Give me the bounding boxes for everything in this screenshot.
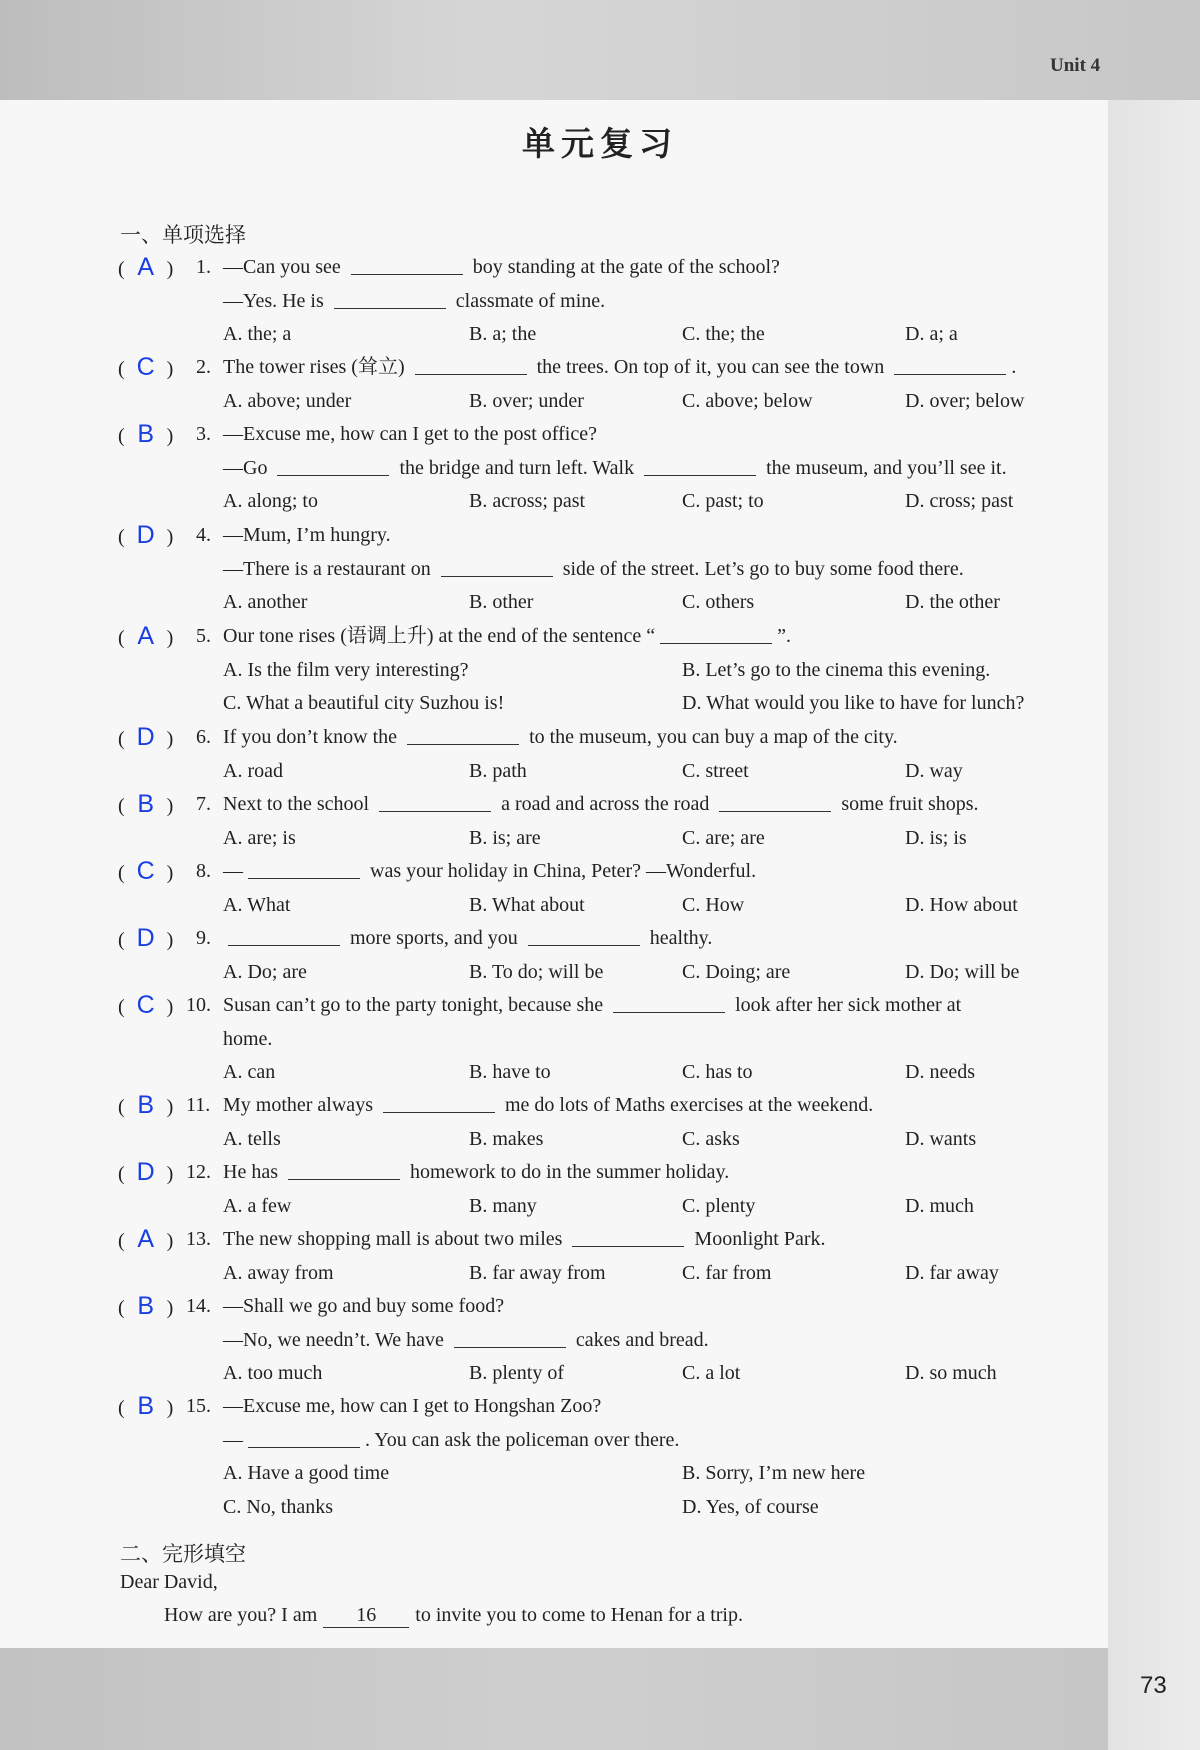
handwritten-answer: B xyxy=(137,420,155,448)
answer-blank xyxy=(454,1327,566,1348)
stem-text: —Excuse me, how can I get to the post office? xyxy=(223,423,597,445)
option-b: B. To do; will be xyxy=(469,960,604,983)
option-c: C. How xyxy=(682,893,745,916)
stem-text: classmate of mine. xyxy=(450,289,606,312)
question-number: 1. xyxy=(196,256,211,278)
answer-blank xyxy=(719,791,831,812)
handwritten-answer: D xyxy=(136,1158,155,1186)
stem-text: The tower rises (耸立) xyxy=(223,356,410,378)
question-number: 3. xyxy=(196,423,211,445)
option-a: A. Do; are xyxy=(223,960,307,983)
answer-blank xyxy=(894,354,1006,375)
stem-text: more sports, and you xyxy=(345,927,523,949)
option-d: D. far away xyxy=(905,1261,999,1284)
option-a: A. can xyxy=(223,1061,276,1084)
stem-text: Susan can’t go to the party tonight, because she xyxy=(223,994,609,1016)
option-a: A. Have a good time xyxy=(223,1462,390,1485)
answer-parentheses: ( B ) xyxy=(118,1289,173,1325)
option-b: B. Sorry, I’m new here xyxy=(682,1462,866,1485)
section-heading-cloze: 二、完形填空 xyxy=(120,1542,246,1566)
question-number: 11. xyxy=(186,1094,211,1116)
question-stem-line xyxy=(223,1323,709,1357)
section-heading-choice: 一、单项选择 xyxy=(120,223,246,247)
question-stem-line xyxy=(223,1022,272,1056)
question-stem-line xyxy=(223,451,1007,485)
question-number: 13. xyxy=(186,1228,211,1250)
question-number: 12. xyxy=(186,1161,211,1183)
letter-line-pre: How are you? I am xyxy=(164,1604,318,1626)
page-title: 单元复习 xyxy=(522,124,678,163)
option-c: C. asks xyxy=(682,1127,740,1150)
handwritten-answer: B xyxy=(137,790,155,818)
option-c: C. the; the xyxy=(682,323,765,346)
question-stem-line xyxy=(223,1289,504,1323)
stem-text: some fruit shops. xyxy=(836,793,979,815)
answer-parentheses: ( C ) xyxy=(118,988,173,1024)
handwritten-answer: D xyxy=(136,723,155,751)
option-d: D. How about xyxy=(905,893,1018,916)
question-stem-line xyxy=(223,1222,826,1256)
stem-text: home. xyxy=(223,1027,273,1050)
answer-blank xyxy=(351,254,463,275)
question-stem-line xyxy=(223,1088,873,1122)
option-c: C. What a beautiful city Suzhou is! xyxy=(223,692,505,715)
stem-text: — xyxy=(223,860,243,882)
stem-text: —Go xyxy=(223,456,273,479)
option-a: A. too much xyxy=(223,1362,323,1385)
answer-blank xyxy=(379,791,491,812)
question-stem-line xyxy=(223,1389,601,1423)
letter-line-post: to invite you to come to Henan for a trip. xyxy=(415,1604,743,1626)
handwritten-answer: A xyxy=(137,1225,155,1253)
question-stem-line xyxy=(223,787,979,821)
stem-text: cakes and bread. xyxy=(570,1328,709,1351)
question-stem-line xyxy=(223,250,780,284)
answer-blank xyxy=(415,354,527,375)
question-stem-line xyxy=(223,518,391,552)
stem-text: healthy. xyxy=(644,927,713,949)
answer-blank xyxy=(248,1427,360,1448)
stem-text: me do lots of Maths exercises at the weekend. xyxy=(499,1094,874,1116)
answer-parentheses: ( D ) xyxy=(118,720,173,756)
option-c: C. past; to xyxy=(682,490,764,513)
answer-blank xyxy=(572,1226,684,1247)
handwritten-answer: C xyxy=(136,857,155,885)
option-a: A. are; is xyxy=(223,826,296,849)
answer-blank xyxy=(383,1092,495,1113)
option-c: C. has to xyxy=(682,1061,753,1084)
question-stem-line xyxy=(223,619,791,653)
answer-blank xyxy=(644,455,756,476)
handwritten-answer: D xyxy=(136,924,155,952)
answer-blank xyxy=(277,455,389,476)
question-number: 6. xyxy=(196,726,211,748)
stem-text: —Mum, I’m hungry. xyxy=(223,524,391,546)
question-stem-line xyxy=(223,1423,679,1457)
answer-parentheses: ( A ) xyxy=(118,1222,173,1258)
option-a: A. the; a xyxy=(223,323,292,346)
stem-text: Moonlight Park. xyxy=(689,1228,826,1250)
stem-text: — xyxy=(223,1428,243,1451)
option-b: B. makes xyxy=(469,1127,544,1150)
option-d: D. way xyxy=(905,759,963,782)
option-d: D. the other xyxy=(905,591,1000,614)
handwritten-answer: C xyxy=(136,991,155,1019)
option-d: D. so much xyxy=(905,1362,997,1385)
stem-text: side of the street. Let’s go to buy some food there. xyxy=(557,557,964,580)
answer-parentheses: ( C ) xyxy=(118,854,173,890)
answer-parentheses: ( B ) xyxy=(118,417,173,453)
question-number: 5. xyxy=(196,625,211,647)
option-a: A. a few xyxy=(223,1194,292,1217)
answer-parentheses: ( A ) xyxy=(118,619,173,655)
option-c: C. street xyxy=(682,759,749,782)
answer-parentheses: ( B ) xyxy=(118,787,173,823)
answer-blank xyxy=(441,556,553,577)
question-number: 7. xyxy=(196,793,211,815)
option-d: D. much xyxy=(905,1194,974,1217)
stem-text: . xyxy=(1011,356,1017,378)
unit-label: Unit 4 xyxy=(1050,55,1101,76)
option-a: A. Is the film very interesting? xyxy=(223,658,469,681)
question-stem-line xyxy=(223,350,1016,384)
option-b: B. have to xyxy=(469,1061,551,1084)
option-b: B. plenty of xyxy=(469,1362,564,1385)
option-d: D. wants xyxy=(905,1127,977,1150)
option-b: B. across; past xyxy=(469,490,586,513)
handwritten-answer: B xyxy=(137,1091,155,1119)
answer-blank xyxy=(228,925,340,946)
stem-text: . You can ask the policeman over there. xyxy=(365,1428,680,1451)
option-d: D. cross; past xyxy=(905,490,1014,513)
option-b: B. other xyxy=(469,591,534,614)
question-number: 15. xyxy=(186,1395,211,1417)
answer-parentheses: ( A ) xyxy=(118,250,173,286)
answer-blank xyxy=(334,288,446,309)
answer-blank xyxy=(288,1159,400,1180)
option-c: C. a lot xyxy=(682,1362,741,1385)
stem-text: If you don’t know the xyxy=(223,726,403,748)
option-d: D. What would you like to have for lunch? xyxy=(682,692,1025,715)
stem-text: —Shall we go and buy some food? xyxy=(223,1295,505,1317)
handwritten-answer: B xyxy=(137,1392,155,1420)
handwritten-answer: C xyxy=(136,353,155,381)
option-d: D. Do; will be xyxy=(905,960,1020,983)
option-a: A. above; under xyxy=(223,389,352,412)
stem-text: a road and across the road xyxy=(496,793,715,815)
answer-blank xyxy=(613,992,725,1013)
option-d: D. Yes, of course xyxy=(682,1495,819,1518)
stem-text: —There is a restaurant on xyxy=(223,557,436,580)
option-c: C. are; are xyxy=(682,826,765,849)
option-b: B. many xyxy=(469,1194,537,1217)
option-c: C. others xyxy=(682,591,755,614)
question-stem-line xyxy=(223,1155,729,1189)
stem-text: homework to do in the summer holiday. xyxy=(404,1161,730,1183)
question-number: 9. xyxy=(196,927,211,949)
option-c: C. above; below xyxy=(682,389,813,412)
stem-text: The new shopping mall is about two miles xyxy=(223,1228,568,1250)
answer-blank xyxy=(248,858,360,879)
option-b: B. What about xyxy=(469,893,585,916)
stem-text: Our tone rises (语调上升) at the end of the sentence “ xyxy=(223,625,656,647)
scan-bottom-band xyxy=(0,1648,1108,1750)
question-stem-line xyxy=(223,720,898,754)
question-stem-line xyxy=(223,988,961,1022)
handwritten-answer: A xyxy=(137,253,155,281)
option-c: C. far from xyxy=(682,1261,772,1284)
stem-text: Next to the school xyxy=(223,793,375,815)
question-stem-line xyxy=(223,854,756,888)
option-c: C. Doing; are xyxy=(682,960,791,983)
option-c: C. No, thanks xyxy=(223,1495,333,1518)
page-number: 73 xyxy=(1140,1672,1167,1699)
answer-parentheses: ( D ) xyxy=(118,518,173,554)
stem-text: —Yes. He is xyxy=(223,289,329,312)
handwritten-answer: D xyxy=(136,521,155,549)
question-number: 14. xyxy=(186,1295,211,1317)
option-a: A. road xyxy=(223,759,283,782)
scan-right-band xyxy=(1108,100,1200,1750)
option-d: D. over; below xyxy=(905,389,1025,412)
stem-text: boy standing at the gate of the school? xyxy=(467,256,780,278)
option-b: B. path xyxy=(469,759,527,782)
answer-blank xyxy=(528,925,640,946)
option-d: D. a; a xyxy=(905,323,958,346)
option-c: C. plenty xyxy=(682,1194,756,1217)
handwritten-answer: A xyxy=(137,622,155,650)
question-stem-line xyxy=(223,552,964,586)
stem-text: ”. xyxy=(777,625,791,647)
answer-blank xyxy=(660,623,772,644)
question-number: 2. xyxy=(196,356,211,378)
answer-parentheses: ( B ) xyxy=(118,1088,173,1124)
option-a: A. along; to xyxy=(223,490,318,513)
option-b: B. a; the xyxy=(469,323,537,346)
question-number: 8. xyxy=(196,860,211,882)
option-a: A. away from xyxy=(223,1261,334,1284)
stem-text: was your holiday in China, Peter? —Wonderful. xyxy=(365,860,757,882)
answer-parentheses: ( C ) xyxy=(118,350,173,386)
stem-text: look after her sick mother at xyxy=(730,994,962,1016)
stem-text: —Can you see xyxy=(223,256,346,278)
stem-text: My mother always xyxy=(223,1094,378,1116)
stem-text: He has xyxy=(223,1161,283,1183)
option-b: B. over; under xyxy=(469,389,584,412)
answer-parentheses: ( B ) xyxy=(118,1389,173,1425)
cloze-blank-16: 16 xyxy=(323,1604,409,1628)
question-stem-line xyxy=(223,417,597,451)
letter-first-line xyxy=(164,1604,743,1628)
answer-parentheses: ( D ) xyxy=(118,1155,173,1191)
stem-text: to the museum, you can buy a map of the city. xyxy=(524,726,898,748)
question-number: 4. xyxy=(196,524,211,546)
option-a: A. What xyxy=(223,893,291,916)
handwritten-answer: B xyxy=(137,1292,155,1320)
stem-text: the museum, and you’ll see it. xyxy=(761,456,1007,479)
option-b: B. is; are xyxy=(469,826,541,849)
option-d: D. is; is xyxy=(905,826,967,849)
question-number: 10. xyxy=(186,994,211,1016)
scan-top-band xyxy=(0,0,1200,100)
stem-text: —Excuse me, how can I get to Hongshan Zoo? xyxy=(223,1395,602,1417)
answer-blank xyxy=(407,724,519,745)
question-stem-line xyxy=(223,921,712,955)
option-b: B. far away from xyxy=(469,1261,606,1284)
option-b: B. Let’s go to the cinema this evening. xyxy=(682,658,991,681)
stem-text: —No, we needn’t. We have xyxy=(223,1328,449,1351)
stem-text: the bridge and turn left. Walk xyxy=(394,456,640,479)
option-a: A. tells xyxy=(223,1127,281,1150)
option-a: A. another xyxy=(223,591,308,614)
letter-greeting: Dear David, xyxy=(120,1571,218,1593)
question-stem-line xyxy=(223,284,605,318)
option-d: D. needs xyxy=(905,1061,975,1084)
stem-text: the trees. On top of it, you can see the town xyxy=(531,356,890,378)
answer-parentheses: ( D ) xyxy=(118,921,173,957)
